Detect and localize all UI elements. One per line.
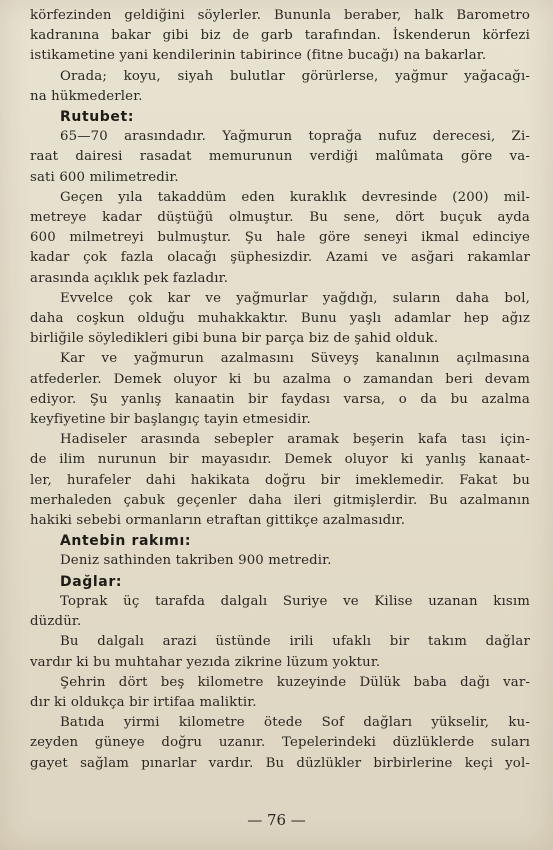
body-line: dır ki oldukça bir irtifaa maliktir. bbox=[30, 694, 257, 710]
body-line: Kar ve yağmurun azalmasını Süveyş kanalının açılmasına bbox=[60, 351, 530, 367]
body-line: hakiki sebebi ormanların etraftan gittikçe azalmasıdır. bbox=[30, 513, 406, 529]
body-line: metreye kadar düştüğü olmuştur. Bu sene, dört buçuk ayda bbox=[30, 210, 530, 226]
section-heading-daglar: Dağlar: bbox=[60, 573, 123, 590]
body-line: Batıda yirmi kilometre ötede Sof dağları yükselir, ku- bbox=[60, 715, 530, 731]
body-line: Evvelce çok kar ve yağmurlar yağdığı, suların daha bol, bbox=[60, 290, 530, 306]
body-line: keyfiyetine bir başlangıç tayin etmesidir. bbox=[30, 412, 311, 428]
body-line: vardır ki bu muhtahar yezıda zikrine lüzum yoktur. bbox=[30, 654, 381, 670]
body-line: Geçen yıla takaddüm eden kuraklık devresinde (200) mil- bbox=[60, 189, 530, 205]
body-line: Deniz sathinden takriben 900 metredir. bbox=[60, 553, 332, 569]
body-line: 600 milmetreyi bulmuştur. Şu hale göre seneyi ikmal edinciye bbox=[30, 230, 530, 246]
body-line: na hükmederler. bbox=[30, 88, 143, 104]
page-body bbox=[30, 6, 530, 774]
body-line: ler, hurafeler dahi hakikata doğru bir imeklemedir. Fakat bu bbox=[30, 472, 530, 488]
body-line: zeyden güneye doğru uzanır. Tepelerindeki düzlüklerde suları bbox=[30, 735, 530, 751]
body-line: Orada; koyu, siyah bulutlar görürlerse, yağmur yağacağı- bbox=[60, 68, 530, 84]
body-line: arasında açıklık pek fazladır. bbox=[30, 270, 229, 286]
body-line: kadranına bakar gibi biz de garb tarafından. İskenderun körfezi bbox=[30, 28, 530, 44]
body-line: raat dairesi rasadat memurunun verdiği malûmata göre va- bbox=[30, 149, 530, 165]
section-heading-antebin-rakimi: Antebin rakımı: bbox=[60, 533, 192, 550]
body-line: 65—70 arasındadır. Yağmurun toprağa nufuz derecesi, Zi- bbox=[60, 129, 530, 145]
body-line: gayet sağlam pınarlar vardır. Bu düzlükler birbirlerine keçi yol- bbox=[30, 755, 530, 771]
body-line: düzdür. bbox=[30, 614, 82, 630]
body-line: merhaleden çabuk geçenler daha ileri gitmişlerdir. Bu azalmanın bbox=[30, 492, 530, 508]
page-number: — 76 — bbox=[247, 811, 306, 829]
body-line: birliğile söyledikleri gibi buna bir parça biz de şahid olduk. bbox=[30, 331, 439, 347]
body-line: Şehrin dört beş kilometre kuzeyinde Dülük baba dağı var- bbox=[60, 674, 530, 690]
body-line: atfederler. Demek oluyor ki bu azalma o zamandan beri devam bbox=[30, 371, 530, 387]
body-line: Bu dalgalı arazi üstünde irili ufaklı bir takım dağlar bbox=[60, 634, 530, 650]
body-line: körfezinden geldiğini söylerler. Bununla beraber, halk Barometro bbox=[30, 8, 530, 23]
body-line: Hadiseler arasında sebepler aramak beşerin kafa tası için- bbox=[60, 432, 530, 448]
body-line: ediyor. Şu yanlış kanaatin bir faydası varsa, o da bu azalma bbox=[30, 391, 530, 407]
body-line: de ilim nurunun bir mayasıdır. Demek oluyor ki yanlış kanaat- bbox=[30, 452, 530, 468]
body-line: Toprak üç tarafda dalgalı Suriye ve Kilise uzanan kısım bbox=[60, 593, 530, 609]
body-line: daha coşkun olduğu muhakkaktır. Bunu yaşlı adamlar hep ağız bbox=[30, 311, 530, 327]
body-line: sati 600 milimetredir. bbox=[30, 169, 179, 185]
body-line: kadar çok fazla olacağı şüphesizdir. Azami ve asğari rakamlar bbox=[30, 250, 530, 266]
section-heading-rutubet: Rutubet: bbox=[60, 109, 135, 126]
body-line: istikametine yani kendilerinin tabirince (fitne bucağı) na bakarlar. bbox=[30, 48, 487, 64]
